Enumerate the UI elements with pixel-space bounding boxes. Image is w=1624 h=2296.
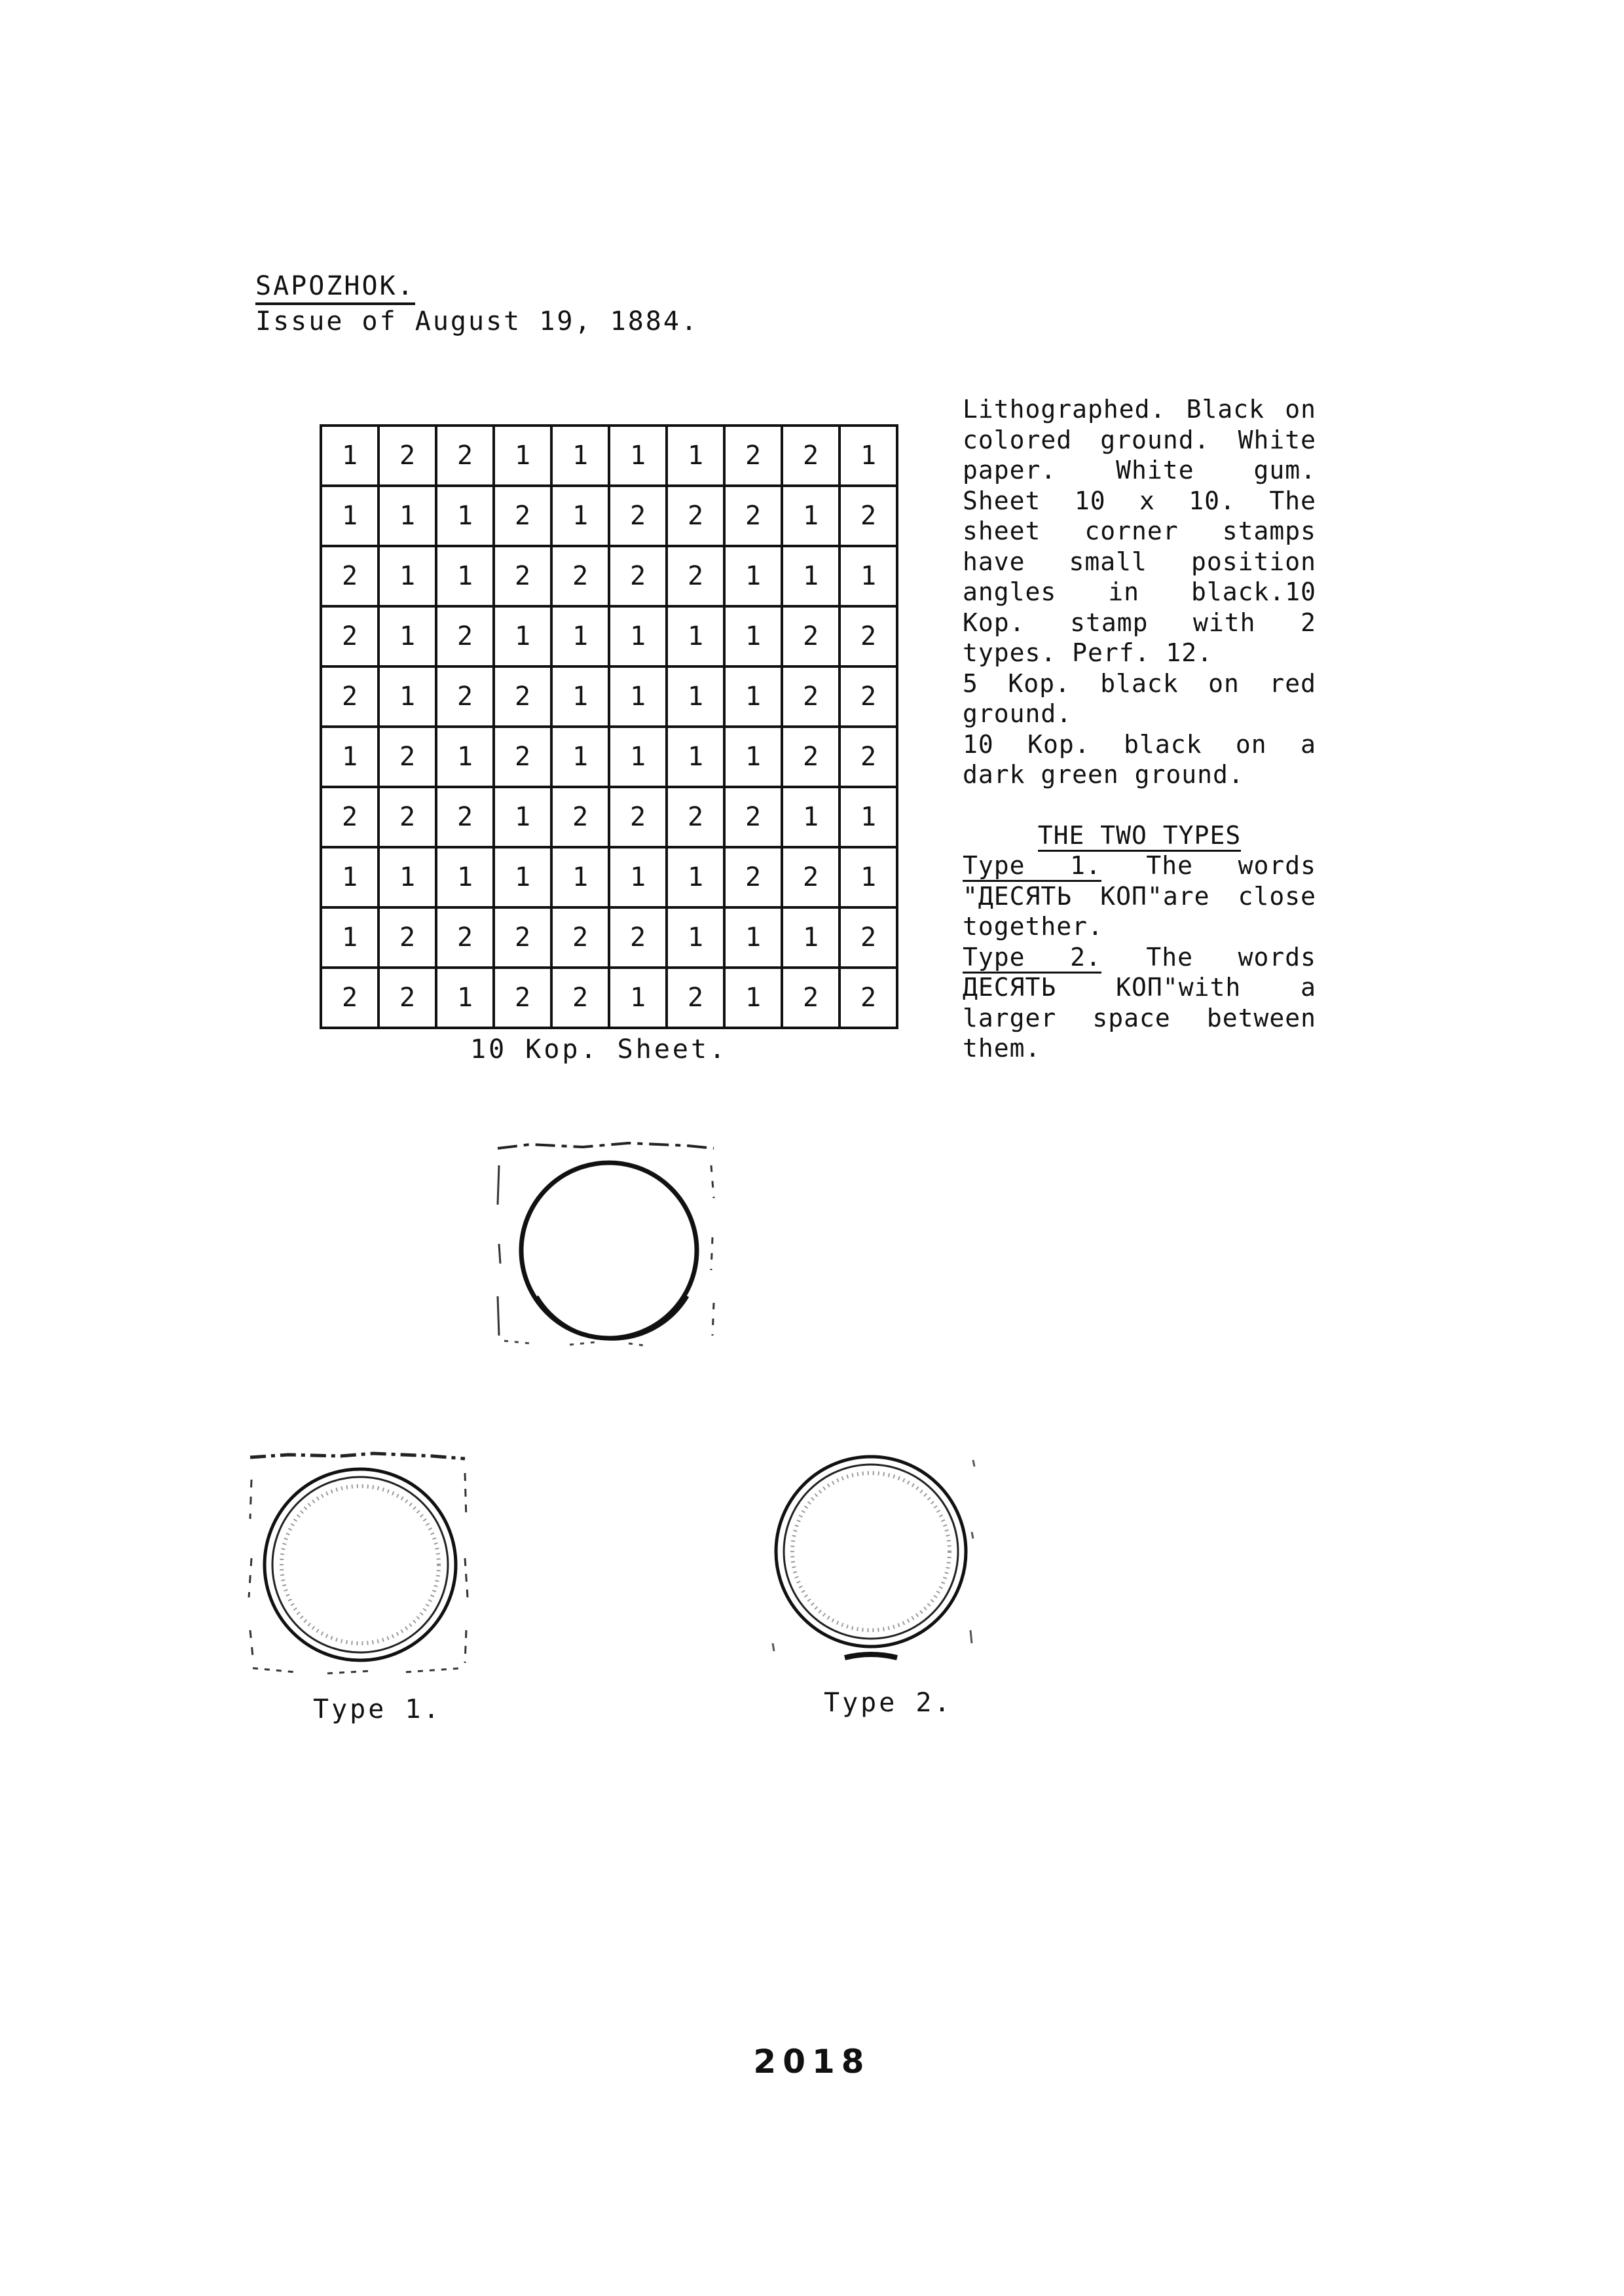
- sheet-row: [321, 666, 897, 727]
- sheet-cell: 2: [840, 606, 897, 666]
- sheet-cell: 1: [551, 727, 609, 787]
- description-block: [963, 394, 1316, 1064]
- sheet-cell: 2: [494, 727, 551, 787]
- sheet-cell: 2: [667, 787, 724, 847]
- sheet-cell: 1: [782, 907, 840, 968]
- sheet-cell: 2: [378, 727, 436, 787]
- description-10kop: 10 Kop. black on a dark green ground.: [963, 729, 1316, 789]
- page-title: SAPOZHOK.: [255, 270, 415, 305]
- sheet-cell: 1: [609, 606, 667, 666]
- stamp-circle-outer: [776, 1457, 966, 1647]
- sheet-cell: 1: [436, 546, 494, 606]
- sheet-cell: 2: [494, 907, 551, 968]
- issue-date: Issue of August 19, 1884.: [255, 306, 699, 337]
- sheet-cell: 2: [782, 666, 840, 727]
- type2-description: [963, 942, 1316, 1064]
- sheet-cell: 1: [494, 426, 551, 486]
- sheet-cell: 2: [378, 787, 436, 847]
- sheet-cell: 1: [494, 606, 551, 666]
- sheet-cell: 1: [436, 486, 494, 546]
- type2-caption: Type 2.: [824, 1688, 953, 1718]
- sheet-cell: 2: [321, 787, 378, 847]
- description-5kop: 5 Kop. black on red ground.: [963, 668, 1316, 728]
- sheet-cell: 2: [840, 727, 897, 787]
- sheet-cell: 2: [436, 787, 494, 847]
- sheet-cell: 2: [840, 968, 897, 1028]
- sheet-cell: 1: [782, 787, 840, 847]
- sheet-cell: 1: [609, 426, 667, 486]
- sheet-cell: 1: [724, 907, 782, 968]
- sheet-cell: 2: [724, 847, 782, 907]
- sheet-cell: 1: [667, 907, 724, 968]
- sheet-cell: 1: [609, 847, 667, 907]
- type1-text: The words "ДЕСЯТЬ КОП"are close together.: [963, 851, 1316, 941]
- sheet-cell: 1: [378, 606, 436, 666]
- sheet-cell: 1: [840, 847, 897, 907]
- type1-label: Type 1.: [963, 851, 1101, 882]
- description-paragraph: Lithographed. Black on colored ground. White paper. White gum. Sheet 10 x 10. The sheet corner stamps have small position angles in black.10 Kop. stamp with 2 types. Perf. 12.: [963, 395, 1316, 667]
- sheet-cell: 1: [494, 787, 551, 847]
- sheet-cell: 1: [321, 727, 378, 787]
- sheet-grid: [320, 424, 898, 1029]
- sheet-cell: 2: [321, 606, 378, 666]
- sheet-cell: 1: [724, 666, 782, 727]
- sheet-cell: 1: [378, 546, 436, 606]
- sheet-cell: 2: [436, 606, 494, 666]
- stamp-illustration-type1: [242, 1447, 478, 1683]
- sheet-cell: 1: [609, 727, 667, 787]
- sheet-cell: 2: [782, 847, 840, 907]
- sheet-cell: 1: [321, 426, 378, 486]
- stamp-illustration-main: [491, 1139, 727, 1355]
- sheet-cell: 2: [436, 666, 494, 727]
- sheet-cell: 1: [321, 847, 378, 907]
- sheet-cell: 2: [724, 787, 782, 847]
- sheet-cell: 1: [782, 546, 840, 606]
- sheet-cell: 2: [609, 787, 667, 847]
- sheet-cell: 2: [667, 486, 724, 546]
- sheet-cell: 2: [782, 426, 840, 486]
- sheet-cell: 2: [551, 787, 609, 847]
- sheet-row: [321, 546, 897, 606]
- sheet-cell: 2: [840, 907, 897, 968]
- sheet-caption: 10 Kop. Sheet.: [470, 1034, 728, 1065]
- sheet-cell: 1: [609, 968, 667, 1028]
- sheet-cell: 1: [667, 606, 724, 666]
- sheet-cell: 2: [609, 907, 667, 968]
- sheet-cell: 2: [321, 666, 378, 727]
- sheet-cell: 2: [551, 907, 609, 968]
- sheet-cell: 1: [724, 546, 782, 606]
- sheet-row: [321, 787, 897, 847]
- type1-description: [963, 850, 1316, 942]
- sheet-cell: 1: [378, 486, 436, 546]
- sheet-cell: 2: [667, 968, 724, 1028]
- sheet-row: [321, 426, 897, 486]
- sheet-cell: 2: [609, 546, 667, 606]
- page-number: 2018: [753, 2043, 871, 2081]
- type2-label: Type 2.: [963, 943, 1101, 974]
- sheet-row: [321, 606, 897, 666]
- sheet-cell: 1: [782, 486, 840, 546]
- sheet-row: [321, 968, 897, 1028]
- sheet-cell: 2: [436, 426, 494, 486]
- sheet-cell: 2: [782, 968, 840, 1028]
- sheet-cell: 2: [782, 727, 840, 787]
- type1-caption: Type 1.: [313, 1694, 442, 1724]
- sheet-cell: 2: [724, 486, 782, 546]
- sheet-cell: 1: [667, 727, 724, 787]
- types-heading: THE TWO TYPES: [1038, 821, 1241, 852]
- sheet-cell: 2: [840, 666, 897, 727]
- sheet-cell: 1: [840, 426, 897, 486]
- sheet-cell: 2: [378, 426, 436, 486]
- sheet-cell: 2: [321, 968, 378, 1028]
- sheet-cell: 2: [494, 666, 551, 727]
- sheet-cell: 2: [551, 968, 609, 1028]
- sheet-cell: 1: [724, 727, 782, 787]
- sheet-cell: 2: [609, 486, 667, 546]
- sheet-cell: 1: [840, 787, 897, 847]
- sheet-cell: 1: [321, 907, 378, 968]
- sheet-cell: 1: [551, 426, 609, 486]
- sheet-cell: 1: [436, 968, 494, 1028]
- stamp-circle-inner: [272, 1477, 448, 1652]
- sheet-cell: 1: [378, 847, 436, 907]
- sheet-cell: 1: [609, 666, 667, 727]
- sheet-cell: 2: [378, 968, 436, 1028]
- sheet-cell: 1: [667, 847, 724, 907]
- sheet-cell: 2: [494, 486, 551, 546]
- sheet-cell: 1: [667, 666, 724, 727]
- sheet-row: [321, 727, 897, 787]
- type2-text: The words ДЕСЯТЬ КОП"with a larger space between them.: [963, 942, 1316, 1063]
- stamp-illustration-type2: [766, 1447, 982, 1669]
- sheet-cell: 1: [551, 666, 609, 727]
- sheet-cell: 2: [321, 546, 378, 606]
- sheet-cell: 2: [494, 968, 551, 1028]
- sheet-cell: 1: [494, 847, 551, 907]
- sheet-cell: 1: [436, 847, 494, 907]
- sheet-cell: 2: [782, 606, 840, 666]
- sheet-cell: 1: [378, 666, 436, 727]
- page-heading: [255, 270, 699, 338]
- sheet-row: [321, 847, 897, 907]
- sheet-cell: 2: [494, 546, 551, 606]
- sheet-cell: 2: [667, 546, 724, 606]
- sheet-cell: 1: [436, 727, 494, 787]
- sheet-cell: 1: [551, 486, 609, 546]
- sheet-cell: 2: [551, 546, 609, 606]
- sheet-cell: 1: [840, 546, 897, 606]
- sheet-cell: 2: [378, 907, 436, 968]
- sheet-cell: 1: [724, 606, 782, 666]
- sheet-row: [321, 486, 897, 546]
- sheet-cell: 1: [321, 486, 378, 546]
- stamp-circle-outer: [265, 1469, 456, 1660]
- sheet-cell: 1: [551, 847, 609, 907]
- stamp-circle-inner: [784, 1465, 958, 1639]
- sheet-cell: 2: [840, 486, 897, 546]
- sheet-cell: 1: [551, 606, 609, 666]
- sheet-cell: 1: [667, 426, 724, 486]
- sheet-cell: 1: [724, 968, 782, 1028]
- sheet-cell: 2: [724, 426, 782, 486]
- sheet-cell: 2: [436, 907, 494, 968]
- sheet-row: [321, 907, 897, 968]
